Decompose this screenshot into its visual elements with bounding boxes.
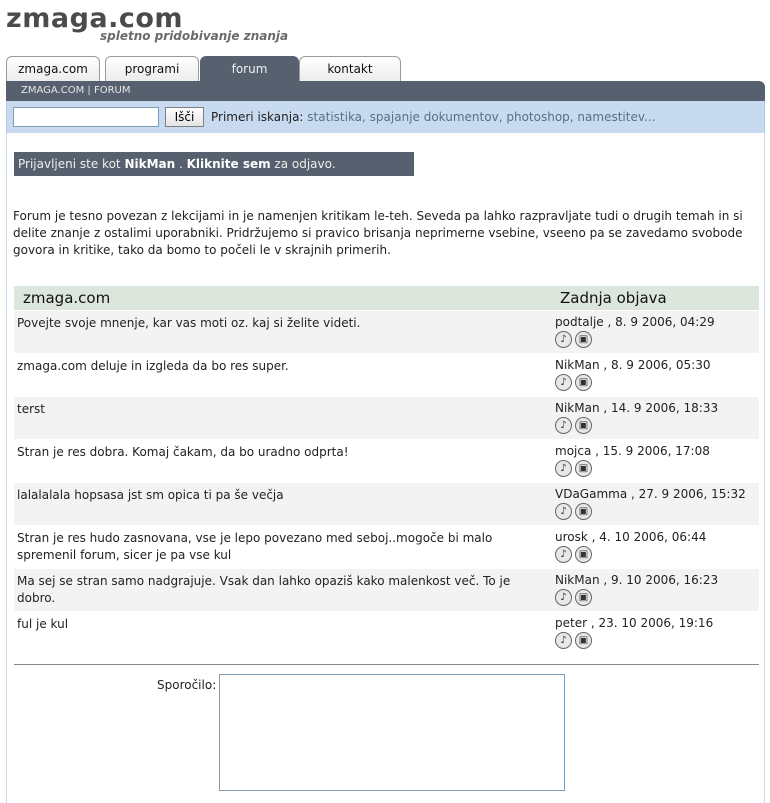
forum-intro: Forum je tesno povezan z lekcijami in je namenjen kritikam le-teh. Seveda pa lahko razpravljate tudi o drugih temah in si delite znanje z ostalimi uporabniki. Pridržujemo si pravico brisanja neprimerne vsebine, vseeno pa se zavedamo svobode govora in kritike, tako da bomo to počeli le v skrajnih primerih. [13, 209, 743, 257]
logout-link[interactable]: Kliknite sem [186, 157, 271, 171]
search-example-link[interactable]: namestitev... [577, 110, 656, 124]
lock-icon[interactable]: ▣ [575, 417, 592, 434]
tab-zmaga[interactable]: zmaga.com [6, 56, 100, 81]
row-last-post: VDaGamma , 27. 9 2006, 15:32 [555, 487, 746, 501]
main-content [6, 133, 765, 803]
row-message: zmaga.com deluje in izgleda da bo res super. [17, 359, 289, 373]
login-status [14, 152, 414, 176]
breadcrumb-home[interactable]: ZMAGA.COM [21, 85, 85, 96]
breadcrumb-separator: | [84, 85, 94, 96]
row-last-post: peter , 23. 10 2006, 19:16 [555, 616, 714, 630]
col-last-post-header: Zadnja objava [560, 289, 667, 307]
table-row [14, 311, 759, 354]
message-textarea[interactable] [219, 674, 565, 791]
logo-text: zmaga.com [6, 3, 184, 34]
table-row [14, 397, 759, 440]
bell-icon[interactable]: ♪ [555, 374, 572, 391]
forum-table-header [14, 286, 759, 310]
site-logo[interactable] [6, 3, 289, 48]
lock-icon[interactable]: ▣ [575, 331, 592, 348]
search-example-link[interactable]: photoshop [506, 110, 570, 124]
row-message: terst [17, 402, 45, 416]
row-last-post: NikMan , 14. 9 2006, 18:33 [555, 401, 719, 415]
message-label: Sporočilo: [157, 678, 217, 692]
lock-icon[interactable]: ▣ [575, 589, 592, 606]
breadcrumb [6, 81, 765, 101]
tab-programi[interactable]: programi [105, 56, 199, 81]
bell-icon[interactable]: ♪ [555, 503, 572, 520]
row-message: Ma sej se stran samo nadgrajuje. Vsak dan lahko opaziš kako malenkost več. To je dobro. [17, 574, 511, 605]
row-last-post: NikMan , 9. 10 2006, 16:23 [555, 573, 719, 587]
row-message: Stran je res hudo zasnovana, vse je lepo povezano med seboj..mogoče bi malo spremenil forum, sicer je pa vse kul [17, 531, 493, 562]
breadcrumb-current: FORUM [93, 85, 131, 96]
bell-icon[interactable]: ♪ [555, 331, 572, 348]
search-bar [6, 101, 765, 133]
lock-icon[interactable]: ▣ [575, 374, 592, 391]
table-row [14, 354, 759, 397]
row-message: Stran je res dobra. Komaj čakam, da bo uradno odprta! [17, 445, 349, 459]
bell-icon[interactable]: ♪ [555, 589, 572, 606]
bell-icon[interactable]: ♪ [555, 632, 572, 649]
table-row [14, 483, 759, 526]
search-example-link[interactable]: spajanje dokumentov [369, 110, 499, 124]
logo-tagline: spletno pridobivanje znanja [100, 29, 289, 43]
table-row [14, 526, 759, 569]
login-middle: . [175, 157, 187, 171]
bell-icon[interactable]: ♪ [555, 460, 572, 477]
row-last-post: NikMan , 8. 9 2006, 05:30 [555, 358, 711, 372]
search-examples: Primeri iskanja: statistika, spajanje dokumentov, photoshop, namestitev... [211, 110, 656, 124]
forum-rows [14, 311, 759, 655]
row-last-post: mojca , 15. 9 2006, 17:08 [555, 444, 710, 458]
row-message: ful je kul [17, 617, 69, 631]
row-message: Povejte svoje mnenje, kar vas moti oz. kaj si želite videti. [17, 316, 361, 330]
lock-icon[interactable]: ▣ [575, 503, 592, 520]
login-suffix: za odjavo. [270, 157, 336, 171]
login-username: NikMan [124, 157, 176, 171]
table-row [14, 569, 759, 612]
lock-icon[interactable]: ▣ [575, 546, 592, 563]
tab-kontakt[interactable]: kontakt [299, 56, 401, 81]
row-last-post: urosk , 4. 10 2006, 06:44 [555, 530, 707, 544]
search-button[interactable]: Išči [165, 107, 204, 127]
search-example-link[interactable]: statistika [307, 110, 363, 124]
search-input[interactable] [13, 107, 159, 127]
row-message: lalalalala hopsasa jst sm opica ti pa še večja [17, 488, 284, 502]
row-last-post: podtalje , 8. 9 2006, 04:29 [555, 315, 715, 329]
lock-icon[interactable]: ▣ [575, 632, 592, 649]
search-examples-label: Primeri iskanja: [211, 110, 304, 124]
login-prefix: Prijavljeni ste kot [18, 157, 121, 171]
table-row [14, 440, 759, 483]
lock-icon[interactable]: ▣ [575, 460, 592, 477]
col-topic-header: zmaga.com [23, 289, 111, 307]
main-nav-tabs [6, 56, 764, 81]
tab-forum[interactable]: forum [200, 56, 299, 81]
bell-icon[interactable]: ♪ [555, 546, 572, 563]
bell-icon[interactable]: ♪ [555, 417, 572, 434]
table-row [14, 612, 759, 655]
divider [14, 664, 759, 665]
